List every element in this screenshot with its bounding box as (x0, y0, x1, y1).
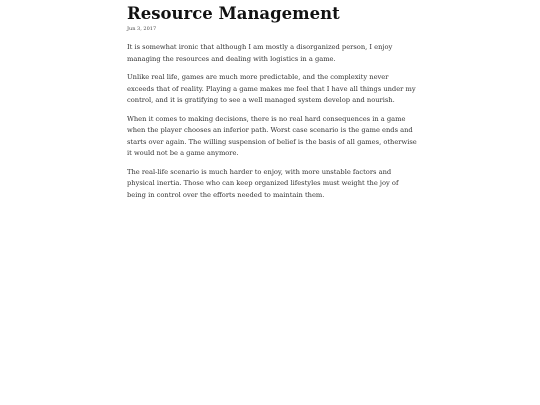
blog-post (127, 5, 417, 201)
post-title: Resource Management (127, 4, 340, 23)
post-paragraph-4: The real-life scenario is much harder to enjoy, with more unstable factors and physical inertia. Those who can keep organized lifestyles must weight the joy of being in control over the efforts needed to maintain them. (127, 167, 399, 199)
post-paragraph-1: It is somewhat ironic that although I am mostly a disorganized person, I enjoy managing the resources and dealing with logistics in a game. (127, 43, 393, 63)
post-paragraph-3: When it comes to making decisions, there is no real hard consequences in a game when the player chooses an inferior path. Worst case scenario is the game ends and starts over again. The willing suspension of belief is the basis of all games, otherwise it would not be a game anymore. (127, 114, 417, 157)
post-date: Jun 3, 2017 (127, 26, 157, 32)
post-paragraph-2: Unlike real life, games are much more predictable, and the complexity never exceeds that of reality. Playing a game makes me feel that I have all things under my control, and it is gratifying to see a well managed system develop and nourish. (127, 73, 416, 104)
